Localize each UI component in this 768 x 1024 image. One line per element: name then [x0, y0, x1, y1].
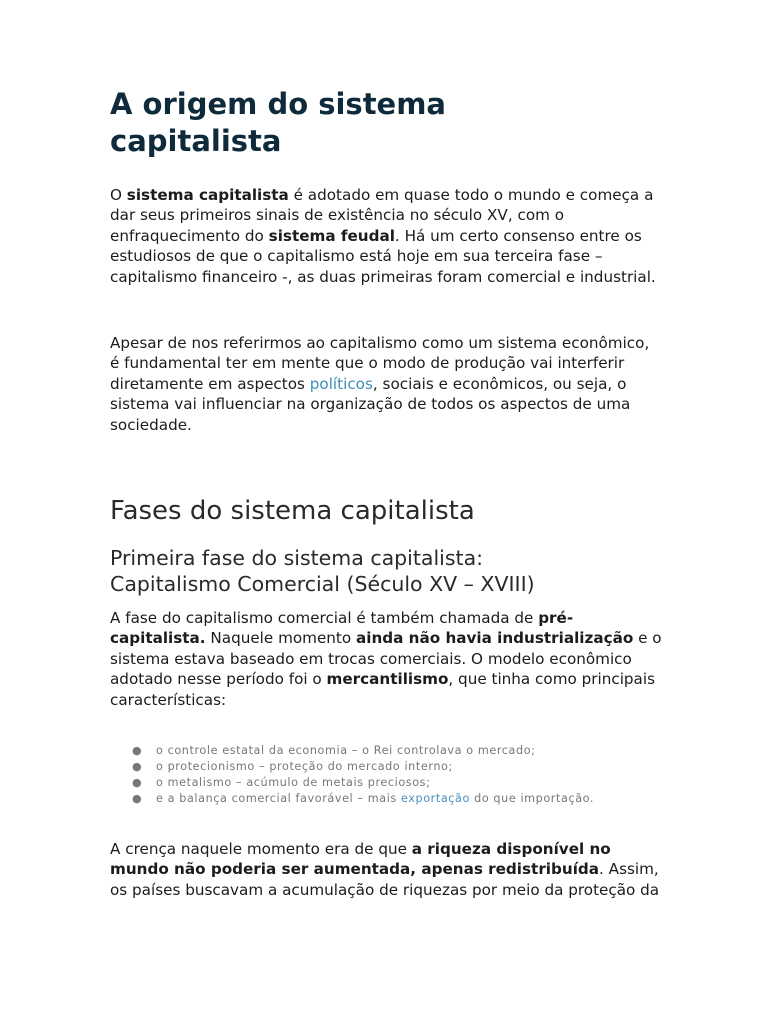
intro-paragraph	[110, 185, 662, 287]
intro-text-2: é adotado em quase todo o mundo e começa a dar seus primeiros sinais de existência no século XV, com o enfraquecimento do	[110, 186, 654, 245]
intro-text-3: . Há um certo consenso entre os estudiosos de que o capitalismo está hoje em sua terceira fase – capitalismo financeiro -, as duas primeiras foram comercial e industrial.	[110, 226, 656, 286]
page-title-line-2: capitalista	[110, 124, 282, 158]
commercial-phase-paragraph	[110, 608, 662, 710]
exportacao-link[interactable]: exportação	[401, 792, 470, 805]
page-title	[110, 86, 662, 160]
commercial-bold-pre-capitalist: pré-capitalista.	[110, 609, 574, 648]
list-item-text: o controle estatal da economia – o Rei controlava o mercado;	[156, 744, 536, 757]
characteristics-list	[132, 743, 622, 807]
list-item	[132, 759, 622, 775]
list-item	[132, 743, 622, 759]
subsection-heading-line-1: Primeira fase do sistema capitalista:	[110, 546, 484, 570]
page-title-line-1: A origem do sistema	[110, 87, 447, 121]
bullet-icon: ●	[132, 760, 143, 773]
belief-text-2: . Assim, os países buscavam a acumulação de riquezas por meio da proteção da	[110, 860, 660, 899]
list-item	[132, 791, 622, 807]
list-item	[132, 775, 622, 791]
commercial-bold-mercantilism: mercantilismo	[326, 670, 449, 689]
commercial-bold-no-industrialization: ainda não havia industrialização	[356, 629, 634, 648]
subsection-heading-line-2: Capitalismo Comercial (Século XV – XVIII)	[110, 572, 535, 596]
commercial-text-3: e o sistema estava baseado em trocas comerciais. O modelo econômico adotado nesse período foi o	[110, 629, 662, 689]
commercial-text-2: Naquele momento	[205, 629, 356, 648]
commercial-text-4: , que tinha como principais características:	[110, 670, 655, 709]
belief-bold-wealth: a riqueza disponível no mundo não poderia ser aumentada, apenas redistribuída	[110, 840, 611, 879]
belief-paragraph	[110, 839, 662, 900]
belief-text-1: A crença naquele momento era de que	[110, 840, 412, 858]
intro-bold-capitalist-system: sistema capitalista	[126, 186, 289, 204]
bullet-icon: ●	[132, 792, 143, 805]
list-item-text: o protecionismo – proteção do mercado interno;	[156, 760, 453, 773]
list-item-text: e a balança comercial favorável – mais	[156, 792, 402, 805]
commercial-text-1: A fase do capitalismo comercial é também chamada de	[110, 609, 539, 627]
context-text-1: Apesar de nos referirmos ao capitalismo como um sistema econômico, é fundamental ter em mente que o modo de produção vai interferir diretamente em aspectos	[110, 334, 650, 393]
list-item-text: o metalismo – acúmulo de metais preciosos;	[156, 776, 431, 789]
politicos-link[interactable]: políticos	[309, 374, 373, 393]
context-paragraph	[110, 333, 662, 435]
intro-bold-feudal-system: sistema feudal	[268, 226, 395, 245]
bullet-icon: ●	[132, 776, 143, 789]
bullet-icon: ●	[132, 744, 143, 757]
section-heading: Fases do sistema capitalista	[110, 496, 475, 526]
context-text-2: , sociais e econômicos, ou seja, o sistema vai influenciar na organização de todos os aspectos de uma sociedade.	[110, 374, 631, 434]
list-item-text: do que importação.	[469, 792, 595, 805]
subsection-heading	[110, 545, 662, 597]
intro-text-1: O	[110, 186, 127, 204]
